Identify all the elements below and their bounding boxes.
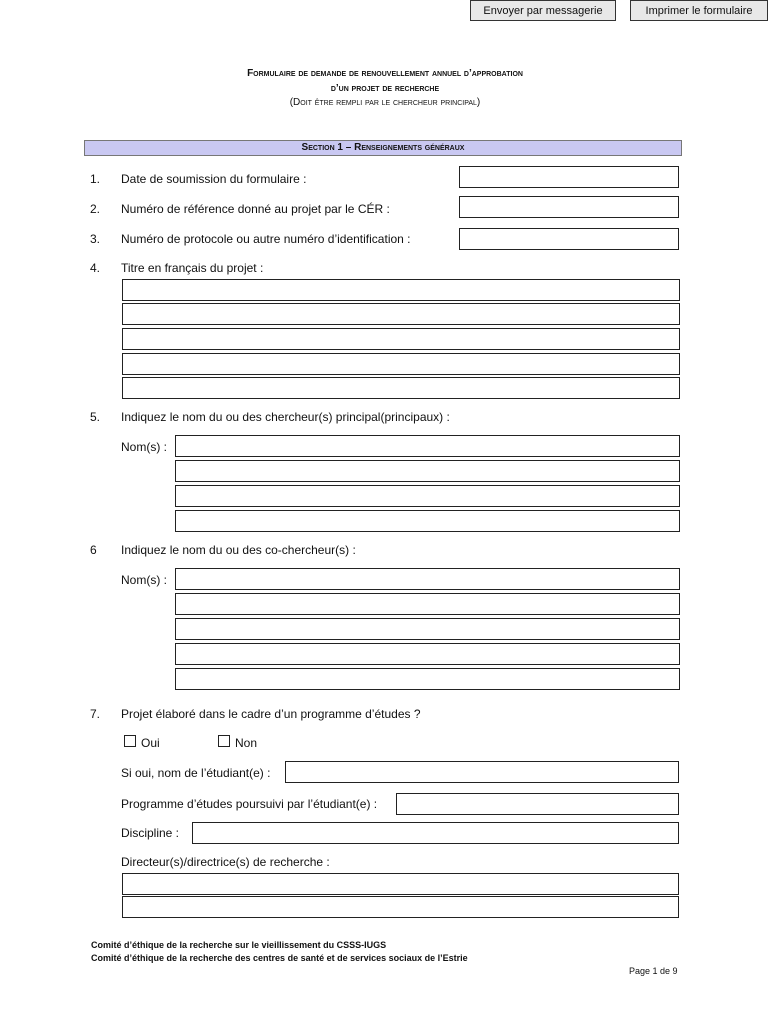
study-program-field[interactable] bbox=[396, 793, 679, 815]
q3-number: 3. bbox=[90, 232, 101, 246]
send-by-email-button[interactable]: Envoyer par messagerie bbox=[470, 0, 616, 21]
no-checkbox[interactable] bbox=[218, 735, 230, 747]
project-title-line-5[interactable] bbox=[122, 377, 680, 399]
principal-researcher-name-1[interactable] bbox=[175, 435, 680, 457]
q3-label: Numéro de protocole ou autre numéro d’identification : bbox=[121, 232, 411, 246]
cer-reference-field[interactable] bbox=[459, 196, 679, 218]
co-researcher-name-1[interactable] bbox=[175, 568, 680, 590]
q5-number: 5. bbox=[90, 410, 101, 424]
co-researcher-name-2[interactable] bbox=[175, 593, 680, 615]
project-title-line-1[interactable] bbox=[122, 279, 680, 301]
q2-number: 2. bbox=[90, 202, 101, 216]
co-researcher-name-3[interactable] bbox=[175, 618, 680, 640]
student-name-field[interactable] bbox=[285, 761, 679, 783]
form-subtitle: (Doit être rempli par le chercheur principal) bbox=[289, 97, 481, 108]
co-researcher-name-4[interactable] bbox=[175, 643, 680, 665]
discipline-label: Discipline : bbox=[121, 826, 180, 840]
project-title-line-3[interactable] bbox=[122, 328, 680, 350]
principal-researcher-name-2[interactable] bbox=[175, 460, 680, 482]
q7-label: Projet élaboré dans le cadre d’un programme d’études ? bbox=[121, 707, 421, 721]
research-director-field-2[interactable] bbox=[122, 896, 679, 918]
q1-label: Date de soumission du formulaire : bbox=[121, 172, 307, 186]
no-label: Non bbox=[235, 736, 258, 750]
q6-number: 6 bbox=[90, 543, 97, 557]
principal-researcher-name-4[interactable] bbox=[175, 510, 680, 532]
study-program-label: Programme d’études poursuivi par l’étudiant(e) : bbox=[121, 797, 378, 811]
q5-label: Indiquez le nom du ou des chercheur(s) principal(principaux) : bbox=[121, 410, 450, 424]
student-name-label: Si oui, nom de l’étudiant(e) : bbox=[121, 766, 271, 780]
discipline-field[interactable] bbox=[192, 822, 679, 844]
submission-date-field[interactable] bbox=[459, 166, 679, 188]
q7-number: 7. bbox=[90, 707, 101, 721]
project-title-line-4[interactable] bbox=[122, 353, 680, 375]
yes-label: Oui bbox=[141, 736, 160, 750]
print-form-button[interactable]: Imprimer le formulaire bbox=[630, 0, 768, 21]
co-researcher-name-5[interactable] bbox=[175, 668, 680, 690]
q5-names-label: Nom(s) : bbox=[121, 440, 167, 454]
q4-number: 4. bbox=[90, 261, 101, 275]
page-number: Page 1 de 9 bbox=[629, 966, 678, 976]
yes-checkbox[interactable] bbox=[124, 735, 136, 747]
form-title-line2: d’un projet de recherche bbox=[330, 83, 440, 94]
section-1-header: Section 1 – Renseignements généraux bbox=[84, 140, 682, 156]
form-title-line1: Formulaire de demande de renouvellement annuel d’approbation bbox=[247, 68, 523, 79]
q2-label: Numéro de référence donné au projet par le CÉR : bbox=[121, 202, 390, 216]
principal-researcher-name-3[interactable] bbox=[175, 485, 680, 507]
protocol-number-field[interactable] bbox=[459, 228, 679, 250]
q6-names-label: Nom(s) : bbox=[121, 573, 167, 587]
footer-committee-line1: Comité d’éthique de la recherche sur le vieillissement du CSSS-IUGS bbox=[91, 940, 387, 950]
q6-label: Indiquez le nom du ou des co-chercheur(s) : bbox=[121, 543, 356, 557]
research-director-field-1[interactable] bbox=[122, 873, 679, 895]
project-title-line-2[interactable] bbox=[122, 303, 680, 325]
research-director-label: Directeur(s)/directrice(s) de recherche : bbox=[121, 855, 330, 869]
q1-number: 1. bbox=[90, 172, 101, 186]
q4-label: Titre en français du projet : bbox=[121, 261, 264, 275]
footer-committee-line2: Comité d’éthique de la recherche des centres de santé et de services sociaux de l’Estrie bbox=[91, 953, 468, 963]
